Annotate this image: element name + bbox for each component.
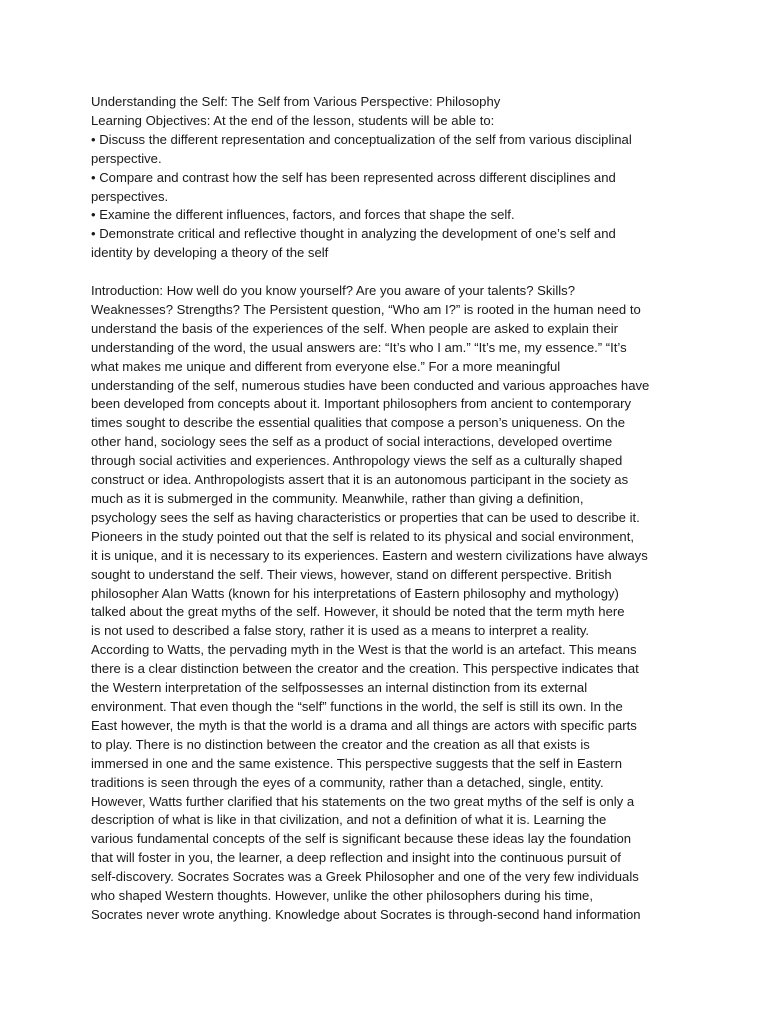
paragraph-line: Introduction: How well do you know yourself? Are you aware of your talents? Skills? bbox=[91, 283, 575, 299]
paragraph-line: what makes me unique and different from everyone else.” For a more meaningful bbox=[91, 358, 561, 374]
paragraph-line: understand the basis of the experiences of the self. When people are asked to explain their bbox=[91, 320, 618, 336]
document-page bbox=[91, 93, 691, 925]
paragraph-line: there is a clear distinction between the creator and the creation. This perspective indicates that bbox=[91, 661, 639, 677]
paragraph-line: through social activities and experiences. Anthropology views the self as a culturally shaped bbox=[91, 453, 623, 469]
objective-item: • Demonstrate critical and reflective thought in analyzing the development of one’s self and bbox=[91, 226, 616, 242]
paragraph-line: psychology sees the self as having characteristics or properties that can be used to describe it. bbox=[91, 509, 640, 525]
paragraph-line: it is unique, and it is necessary to its experiences. Eastern and western civilizations have always bbox=[91, 547, 648, 563]
paragraph-line: talked about the great myths of the self. However, it should be noted that the term myth here bbox=[91, 604, 625, 620]
paragraph-line: sought to understand the self. Their views, however, stand on different perspective. British bbox=[91, 566, 612, 582]
learning-objectives-heading: Learning Objectives: At the end of the lesson, students will be able to: bbox=[91, 112, 495, 128]
document-title: Understanding the Self: The Self from Various Perspective: Philosophy bbox=[91, 94, 501, 109]
paragraph-line: much as it is submerged in the community. Meanwhile, rather than giving a definition, bbox=[91, 491, 584, 507]
paragraph-line: Weaknesses? Strengths? The Persistent question, “Who am I?” is rooted in the human need to bbox=[91, 301, 641, 317]
paragraph-line: description of what is like in that civilization, and not a definition of what it is. Learning the bbox=[91, 812, 607, 828]
paragraph-line: who shaped Western thoughts. However, unlike the other philosophers during his time, bbox=[91, 888, 593, 904]
paragraph-line: immersed in one and the same existence. This perspective suggests that the self in Eastern bbox=[91, 755, 623, 771]
paragraph-line: philosopher Alan Watts (known for his interpretations of Eastern philosophy and mythology) bbox=[91, 585, 619, 601]
paragraph-line: the Western interpretation of the selfpossesses an internal distinction from its external bbox=[91, 680, 588, 696]
paragraph-line: that will foster in you, the learner, a deep reflection and insight into the continuous pursuit of bbox=[91, 850, 621, 866]
paragraph-line: to play. There is no distinction between the creator and the creation as all that exists is bbox=[91, 736, 590, 752]
paragraph-line: However, Watts further clarified that his statements on the two great myths of the self is only a bbox=[91, 793, 635, 809]
lesson-header bbox=[91, 93, 691, 263]
paragraph-spacer bbox=[91, 263, 691, 282]
paragraph-line: understanding of the word, the usual answers are: “It’s who I am.” “It’s me, my essence.” “It’s bbox=[91, 339, 627, 355]
paragraph-line: understanding of the self, numerous studies have been conducted and various approaches have bbox=[91, 377, 650, 393]
objective-item-continued: identity by developing a theory of the self bbox=[91, 245, 329, 261]
objective-item: • Examine the different influences, factors, and forces that shape the self. bbox=[91, 207, 515, 223]
paragraph-line: other hand, sociology sees the self as a product of social interactions, developed overtime bbox=[91, 434, 613, 450]
introduction-paragraph bbox=[91, 282, 691, 925]
objective-item: • Compare and contrast how the self has been represented across different disciplines and bbox=[91, 169, 616, 185]
objective-item-continued: perspectives. bbox=[91, 188, 169, 204]
paragraph-line: East however, the myth is that the world is a drama and all things are actors with specific parts bbox=[91, 717, 637, 733]
objective-item-continued: perspective. bbox=[91, 150, 162, 166]
paragraph-line: environment. That even though the “self” functions in the world, the self is still its own. In the bbox=[91, 698, 623, 714]
paragraph-line: According to Watts, the pervading myth in the West is that the world is an artefact. This means bbox=[91, 642, 637, 658]
paragraph-line: Socrates never wrote anything. Knowledge about Socrates is through-second hand information bbox=[91, 906, 641, 922]
objective-item: • Discuss the different representation and conceptualization of the self from various disciplinal bbox=[91, 131, 632, 147]
paragraph-line: traditions is seen through the eyes of a community, rather than a detached, single, entity. bbox=[91, 774, 604, 790]
paragraph-line: self-discovery. Socrates Socrates was a Greek Philosopher and one of the very few individuals bbox=[91, 869, 639, 885]
paragraph-line: times sought to describe the essential qualities that compose a person’s uniqueness. On the bbox=[91, 415, 626, 431]
paragraph-line: is not used to described a false story, rather it is used as a means to interpret a reality. bbox=[91, 623, 590, 639]
paragraph-line: various fundamental concepts of the self is significant because these ideas lay the foundation bbox=[91, 831, 632, 847]
paragraph-line: construct or idea. Anthropologists assert that it is an autonomous participant in the society as bbox=[91, 472, 629, 488]
paragraph-line: been developed from concepts about it. Important philosophers from ancient to contemporary bbox=[91, 396, 632, 412]
paragraph-line: Pioneers in the study pointed out that the self is related to its physical and social environment, bbox=[91, 528, 634, 544]
